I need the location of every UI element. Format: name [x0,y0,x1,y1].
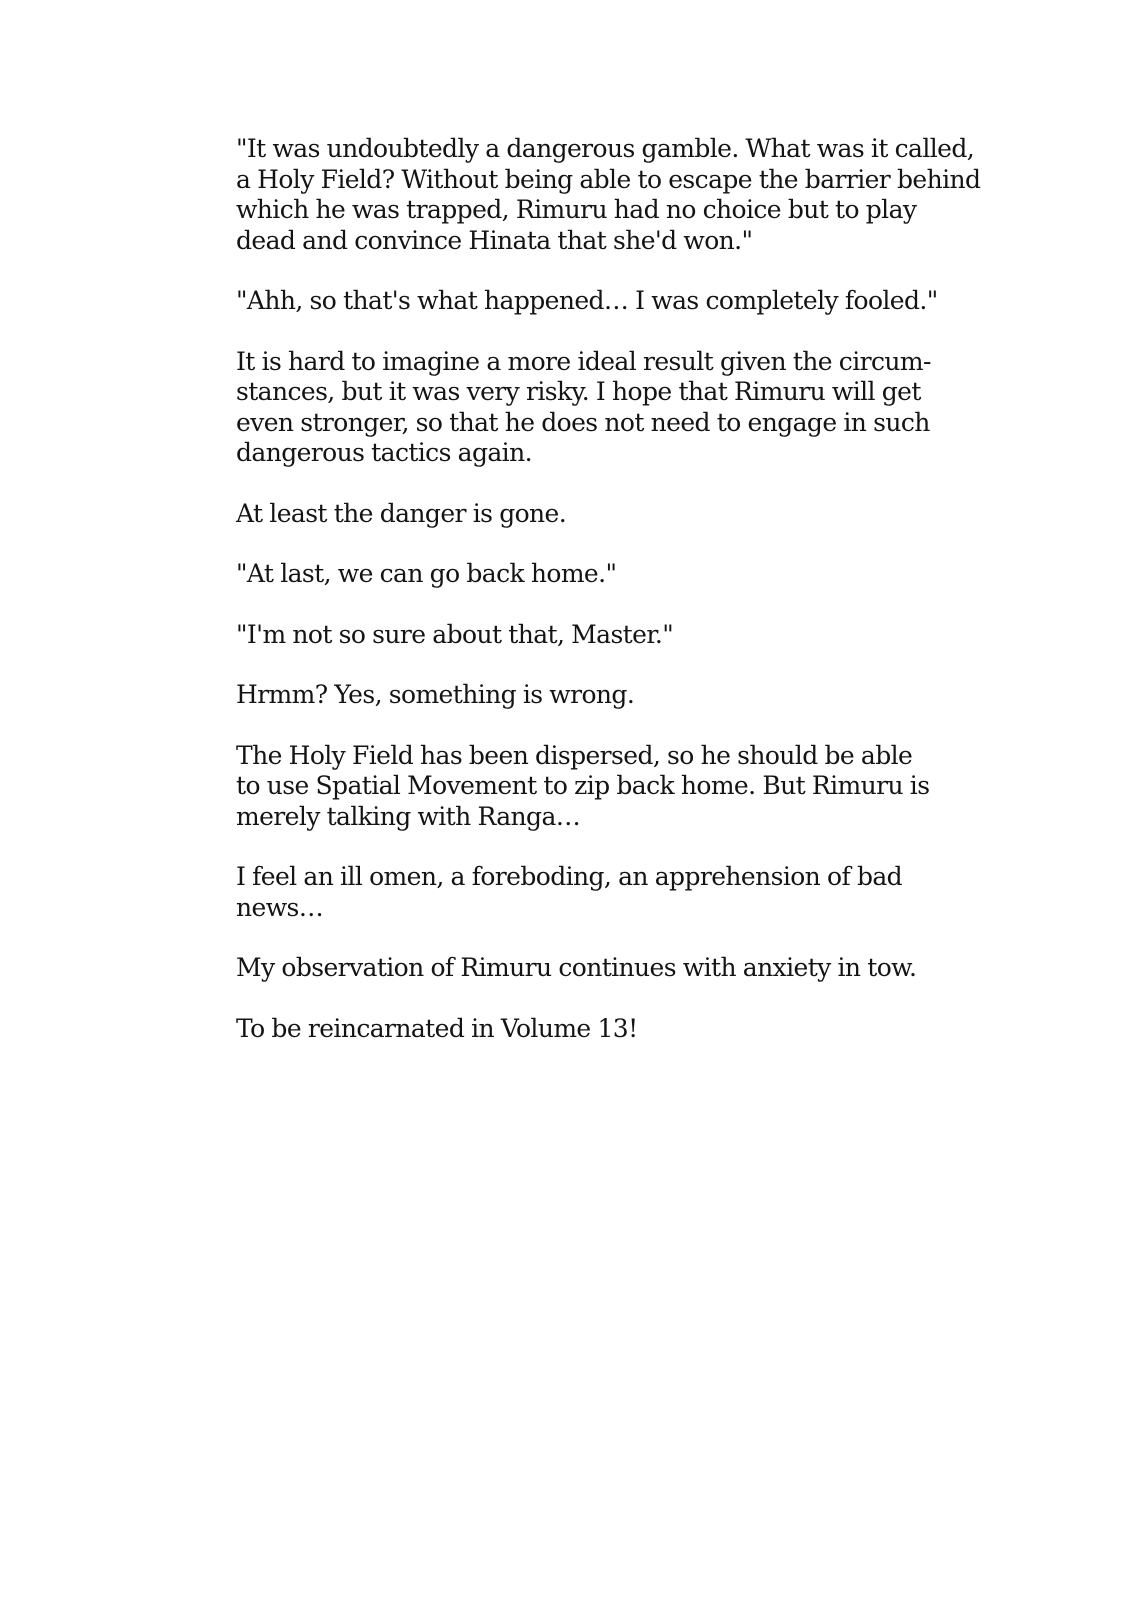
paragraph-line: dead and convince Hinata that she'd won." [236,225,753,255]
paragraph-line: news… [236,892,324,922]
paragraph-line: At least the danger is gone. [236,498,567,528]
paragraph-line: stances, but it was very risky. I hope that Rimuru will get [236,377,921,406]
paragraph-line: merely talking with Ranga… [236,801,581,831]
paragraph-line: dangerous tactics again. [236,438,532,467]
paragraph-holy-field [236,740,930,833]
paragraph-line: I feel an ill omen, a foreboding, an apprehension of bad [236,862,903,891]
paragraph-line: to use Spatial Movement to zip back home. But Rimuru is [236,771,930,800]
paragraph-fooled [236,286,938,317]
paragraph-observation [236,953,916,984]
paragraph-line: It is hard to imagine a more ideal result given the circum- [236,346,931,376]
paragraph-not-sure [236,620,916,651]
paragraph-line: The Holy Field has been dispersed, so he should be able [236,740,913,770]
paragraph-something-wrong [236,680,916,711]
paragraph-danger-gone [236,499,916,530]
paragraph-line: My observation of Rimuru continues with anxiety in tow. [236,953,917,982]
paragraph-line: a Holy Field? Without being able to escape the barrier behind [236,164,981,194]
body-text [236,134,981,1074]
paragraph-ill-omen [236,862,916,923]
paragraph-ideal-result [236,346,931,469]
paragraph-line: "I'm not so sure about that, Master." [236,619,674,649]
paragraph-line: "It was undoubtedly a dangerous gamble. What was it called, [236,134,975,163]
paragraph-go-home [236,559,916,590]
paragraph-gamble [236,134,981,256]
paragraph-line: "At last, we can go back home." [236,559,617,588]
paragraph-line: which he was trapped, Rimuru had no choice but to play [236,195,917,224]
paragraph-line: "Ahh, so that's what happened… I was completely fooled." [236,286,938,315]
paragraph-line: Hrmm? Yes, something is wrong. [236,680,635,709]
paragraph-line: To be reincarnated in Volume 13! [236,1013,638,1043]
paragraph-to-be-continued [236,1014,916,1045]
paragraph-line: even stronger, so that he does not need to engage in such [236,407,930,437]
